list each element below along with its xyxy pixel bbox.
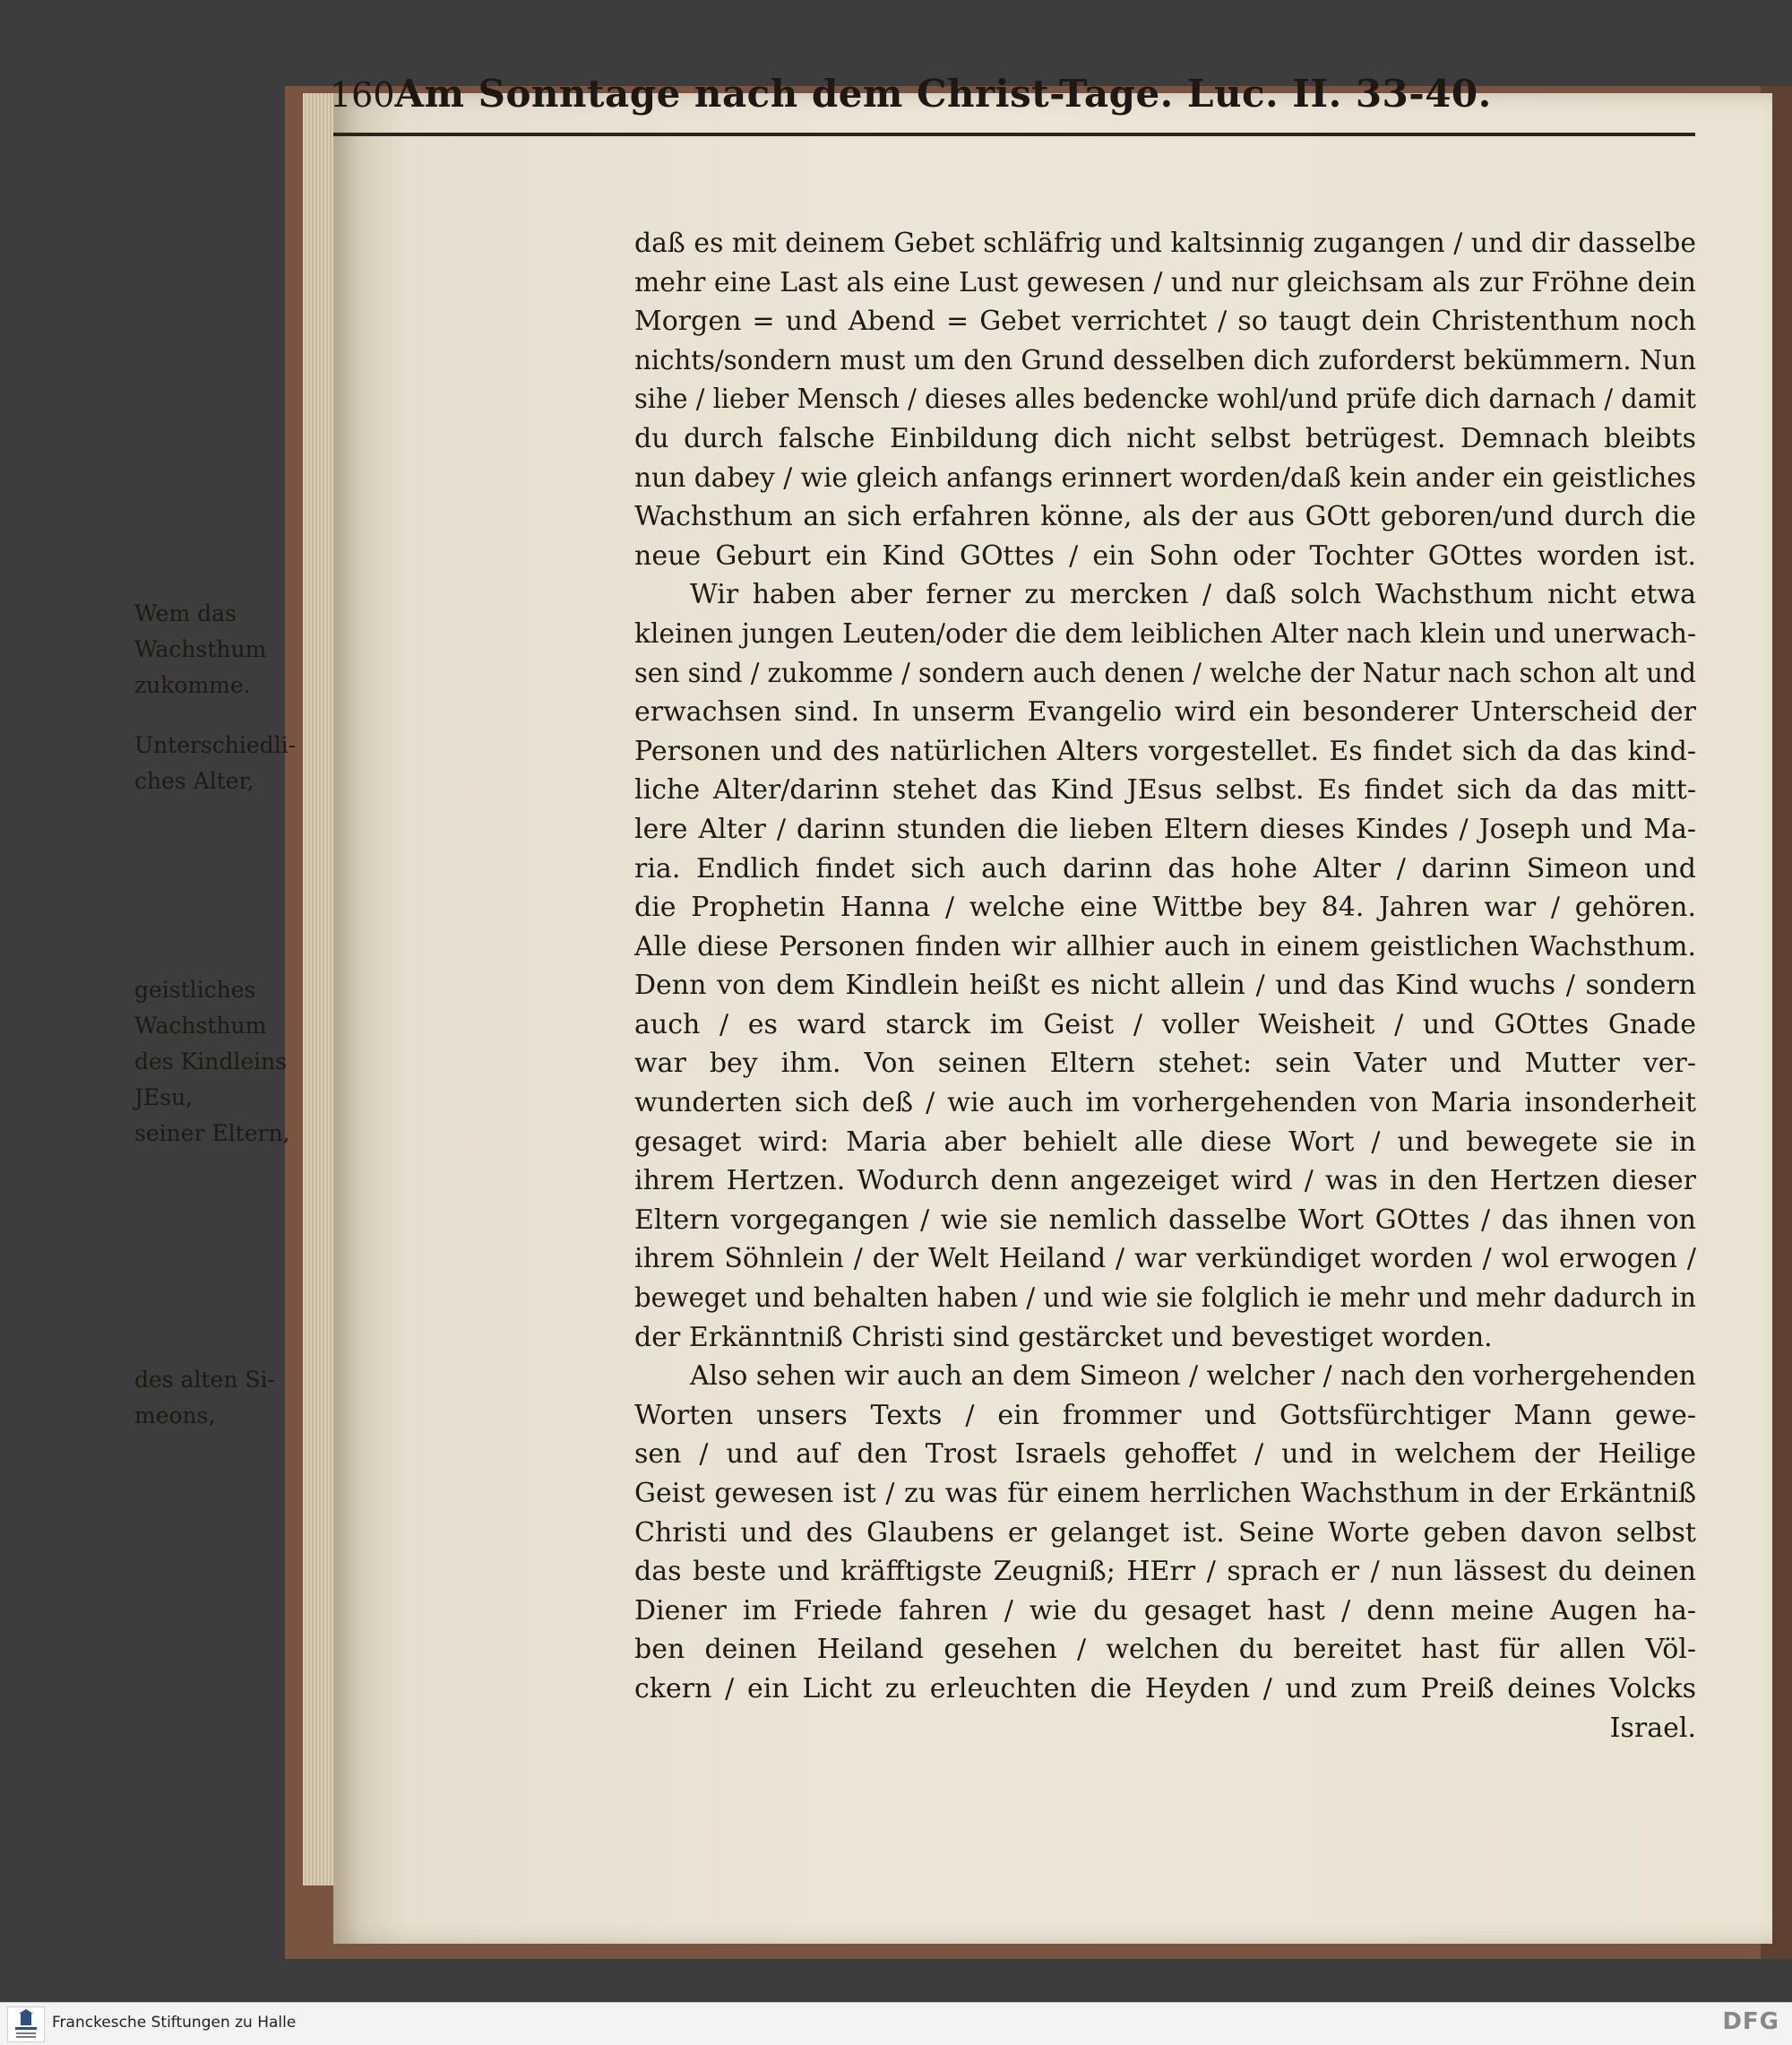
text-line: lere Alter / darinn stunden die lieben Eltern dieses Kindes / Joseph und Ma- (634, 813, 1696, 845)
text-line: sen / und auf den Trost Israels gehoffet / und in welchem der Heilige (634, 1438, 1696, 1471)
franckesche-stiftungen-logo-icon[interactable] (7, 2006, 45, 2042)
text-line: mehr eine Last als eine Lust gewesen / und nur gleichsam als zur Fröhne dein (634, 266, 1696, 298)
text-line: Also sehen wir auch an dem Simeon / welcher / nach den vorhergehenden (690, 1360, 1696, 1393)
margin-note: Unterschiedli- ches Alter, (134, 732, 297, 794)
text-line: die Prophetin Hanna / welche eine Wittbe bey 84. Jahren war / gehören. (634, 892, 1696, 924)
footer-bar (0, 2002, 1792, 2045)
margin-note: des alten Si- meons, (134, 1367, 275, 1428)
text-line: ben deinen Heiland gesehen / welchen du bereitet hast für allen Völ- (634, 1634, 1696, 1666)
text-line: auch / es ward starck im Geist / voller Weisheit / und GOttes Gnade (634, 1008, 1696, 1040)
margin-note: geistliches Wachsthum des Kindleins JEsu, seiner Eltern, (134, 977, 290, 1146)
text-line: Wachsthum an sich erfahren könne, als der aus GOtt geboren/und durch die (634, 501, 1696, 533)
text-line: Eltern vorgegangen / wie sie nemlich dasselbe Wort GOttes / das ihnen von (634, 1204, 1696, 1236)
text-line: ihrem Hertzen. Wodurch denn angezeiget wird / was in den Hertzen dieser (634, 1165, 1696, 1197)
text-line: kleinen jungen Leuten/oder die dem leiblichen Alter nach klein und unerwach- (634, 617, 1696, 650)
text-line: Wir haben aber ferner zu mercken / daß solch Wachsthum nicht etwa (690, 579, 1696, 611)
text-line: gesaget wird: Maria aber behielt alle diese Wort / und bewegete sie in (634, 1126, 1696, 1158)
body-text (634, 224, 1696, 1747)
text-line: ckern / ein Licht zu erleuchten die Heyden / und zum Preiß deines Volcks (634, 1672, 1696, 1704)
page-number: 160 (330, 75, 395, 115)
text-line: Christi und des Glaubens er gelanget ist. Seine Worte geben davon selbst (634, 1516, 1696, 1549)
text-line: nichts/sondern must um den Grund desselben dich zuforderst bekümmern. Nun (634, 344, 1696, 376)
footer-institution[interactable]: Franckesche Stiftungen zu Halle (52, 2014, 297, 2032)
text-line: ria. Endlich findet sich auch darinn das hohe Alter / darinn Simeon und (634, 852, 1696, 884)
text-line: Personen und des natürlichen Alters vorgestellet. Es findet sich da das kind- (634, 735, 1696, 767)
text-line: du durch falsche Einbildung dich nicht selbst betrügest. Demnach bleibts (634, 422, 1696, 454)
running-head: Am Sonntage nach dem Christ-Tage. Luc. II. 33-40. (394, 72, 1492, 116)
text-line: Morgen = und Abend = Gebet verrichtet / so taugt dein Christenthum noch (634, 306, 1696, 338)
text-line: war bey ihm. Von seinen Eltern stehet: sein Vater und Mutter ver- (634, 1048, 1696, 1080)
text-line: erwachsen sind. In unserm Evangelio wird ein besonderer Unterscheid der (634, 696, 1696, 729)
text-line: das beste und kräfftigste Zeugniß; HErr / sprach er / nun lässest du deinen (634, 1556, 1696, 1588)
text-line: Worten unsers Texts / ein frommer und Gottsfürchtiger Mann gewe- (634, 1399, 1696, 1431)
text-line: neue Geburt ein Kind GOttes / ein Sohn oder Tochter GOttes worden ist. (634, 539, 1696, 572)
text-line: Diener im Friede fahren / wie du gesaget hast / denn meine Augen ha- (634, 1594, 1696, 1627)
text-line: der Erkänntniß Christi sind gestärcket und bevestiget worden. (634, 1321, 1493, 1353)
dfg-badge[interactable]: DFG (1722, 2008, 1779, 2035)
text-line: wunderten sich deß / wie auch im vorhergehenden von Maria insonderheit (634, 1087, 1696, 1119)
text-line: sen sind / zukomme / sondern auch denen / welche der Natur nach schon alt und (634, 657, 1696, 689)
text-line: Denn von dem Kindlein heißt es nicht allein / und das Kind wuchs / sondern (634, 970, 1696, 1002)
text-line: daß es mit deinem Gebet schläfrig und kaltsinnig zugangen / und dir dasselbe (634, 228, 1696, 259)
text-line: nun dabey / wie gleich anfangs erinnert worden/daß kein ander ein geistliches (634, 462, 1696, 494)
text-line: ihrem Söhnlein / der Welt Heiland / war verkündiget worden / wol erwogen / (634, 1243, 1696, 1275)
text-line: Israel. (1609, 1712, 1696, 1744)
text-line: Geist gewesen ist / zu was für einem herrlichen Wachsthum in der Erkäntniß (634, 1478, 1696, 1509)
margin-note: Wem das Wachsthum zukomme. (134, 600, 267, 698)
text-line: sihe / lieber Mensch / dieses alles bedencke wohl/und prüfe dich darnach / damit (634, 384, 1696, 416)
text-line: beweget und behalten haben / und wie sie folglich ie mehr und mehr dadurch in (634, 1282, 1696, 1315)
text-line: Alle diese Personen finden wir allhier auch in einem geistlichen Wachsthum. (634, 930, 1696, 962)
header-rule (333, 133, 1695, 136)
page-header (330, 72, 1492, 134)
text-line: liche Alter/darinn stehet das Kind JEsus selbst. Es findet sich da das mitt- (634, 774, 1696, 807)
